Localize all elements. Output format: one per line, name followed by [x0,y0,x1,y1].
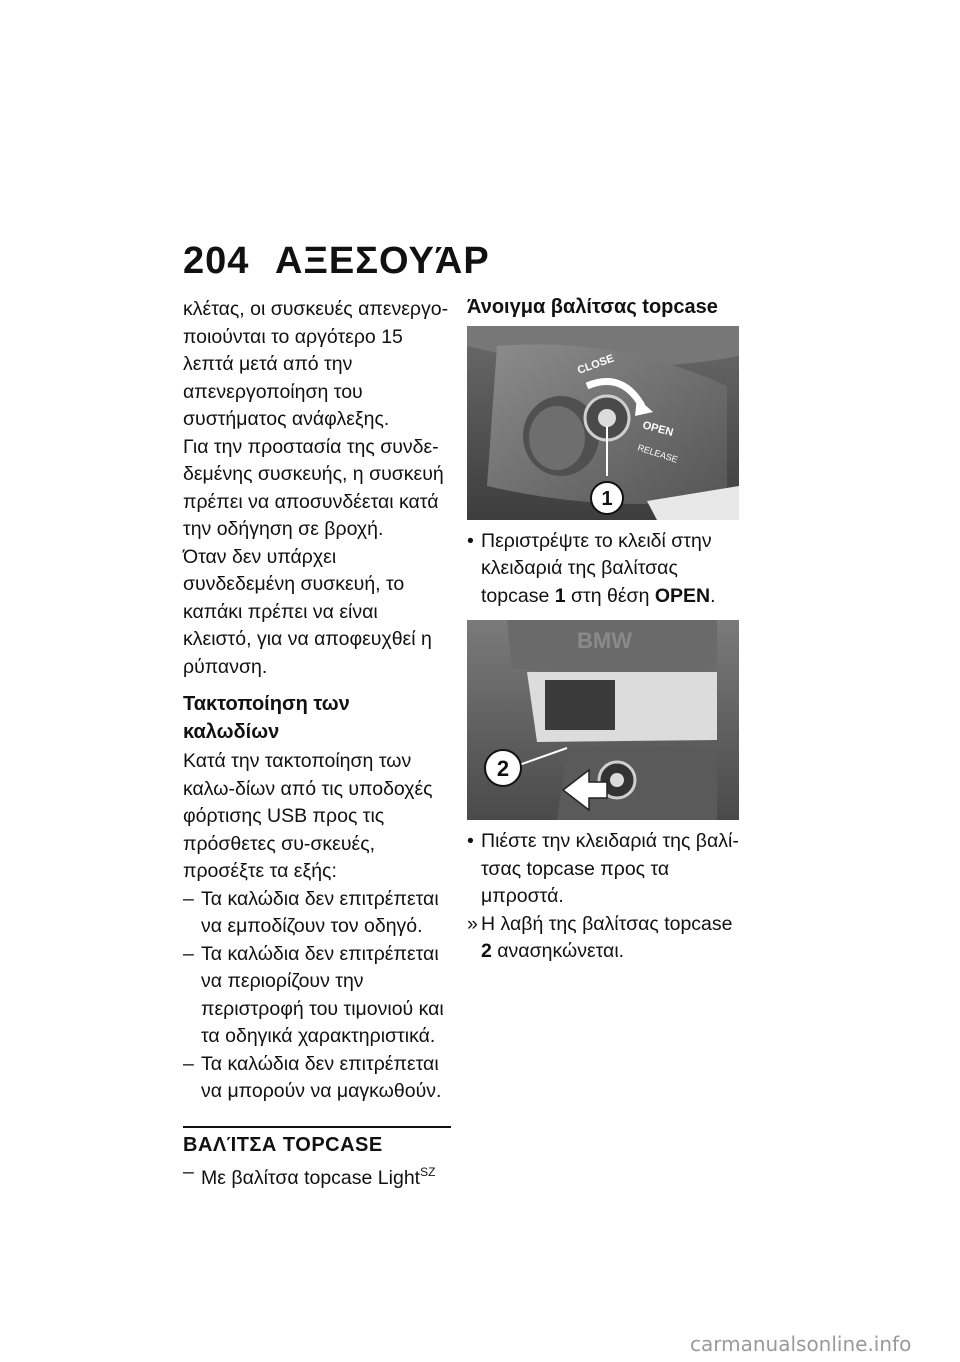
dash-item: – Τα καλώδια δεν επιτρέπεται να περιορίζουν την περιστροφή του τιμονιού και τα οδηγικά χαρακτηριστικά. [183,941,451,1051]
step-2: • Πιέστε την κλειδαριά της βαλί-τσας topcase προς τα μπροστά. [467,828,739,911]
paragraph: Για την προστασία της συνδε-δεμένης συσκευής, η συσκευή πρέπει να αποσυνδέεται κατά την οδήγηση σε βροχή. [183,435,444,540]
section-note-sup: SZ [420,1165,436,1179]
paragraph: Κατά την τακτοποίηση των καλω-δίων από τις υποδοχές φόρτισης USB προς τις πρόσθετες συ-σκευές, προσέξτε τα εξής: [183,750,433,882]
section-heading: ΒΑΛΊΤΣΑ TOPCASE [183,1133,383,1156]
dash-item: – Τα καλώδια δεν επιτρέπεται να εμποδίζουν τον οδηγό. [183,886,451,941]
paragraph: Όταν δεν υπάρχει συνδεδεμένη συσκευή, το καπάκι πρέπει να είναι κλειστό, για να αποφευχθεί η ρύπανση. [183,545,432,678]
result-number: 2 [481,940,492,962]
dash-item: – Τα καλώδια δεν επιτρέπεται να μπορούν να μαγκωθούν. [183,1051,451,1106]
page-number: 204 [183,240,250,282]
label-release: RELEASE [636,441,679,465]
step-1-position: OPEN [654,584,711,607]
step-1-end: . [710,584,716,607]
right-column [467,296,739,966]
label-open: OPEN [641,418,675,439]
section-rule [183,1126,451,1128]
label-close: CLOSE [575,352,616,377]
section-note-text: Με βαλίτσα topcase Light [201,1167,421,1189]
callout-1: 1 [601,487,613,510]
subheading-cables: Τακτοποίηση των καλωδίων [183,693,350,743]
topcase-lock-photo [467,326,739,520]
topcase-handle-photo [467,620,739,820]
step-1-mid: στη θέση [565,584,655,607]
left-column [183,296,451,1193]
logo-bmw: BMW [577,628,632,653]
result-end: ανασηκώνεται. [491,940,625,962]
result-text: Η λαβή της βαλίτσας topcase [481,912,733,935]
step-1 [467,528,739,611]
paragraph: κλέτας, οι συσκευές απενεργο-ποιούνται το αργότερο 15 λεπτά μετά από την απενεργοποίηση του συστήματος ανάφλεξης. [183,298,449,430]
page-title: ΑΞΕΣΟΥΆΡ [275,240,490,282]
step-1-text: Περιστρέψτε το κλειδί στην κλειδαριά της βαλίτσας topcase [481,529,712,607]
callout-2: 2 [496,756,510,781]
step-1-number: 1 [554,584,566,607]
watermark-footer: carmanualsonline.info [690,1332,912,1356]
page-header [183,240,490,283]
section-note [183,1159,451,1193]
heading-open-topcase: Άνοιγμα βαλίτσας topcase [467,296,718,318]
result [467,911,739,966]
